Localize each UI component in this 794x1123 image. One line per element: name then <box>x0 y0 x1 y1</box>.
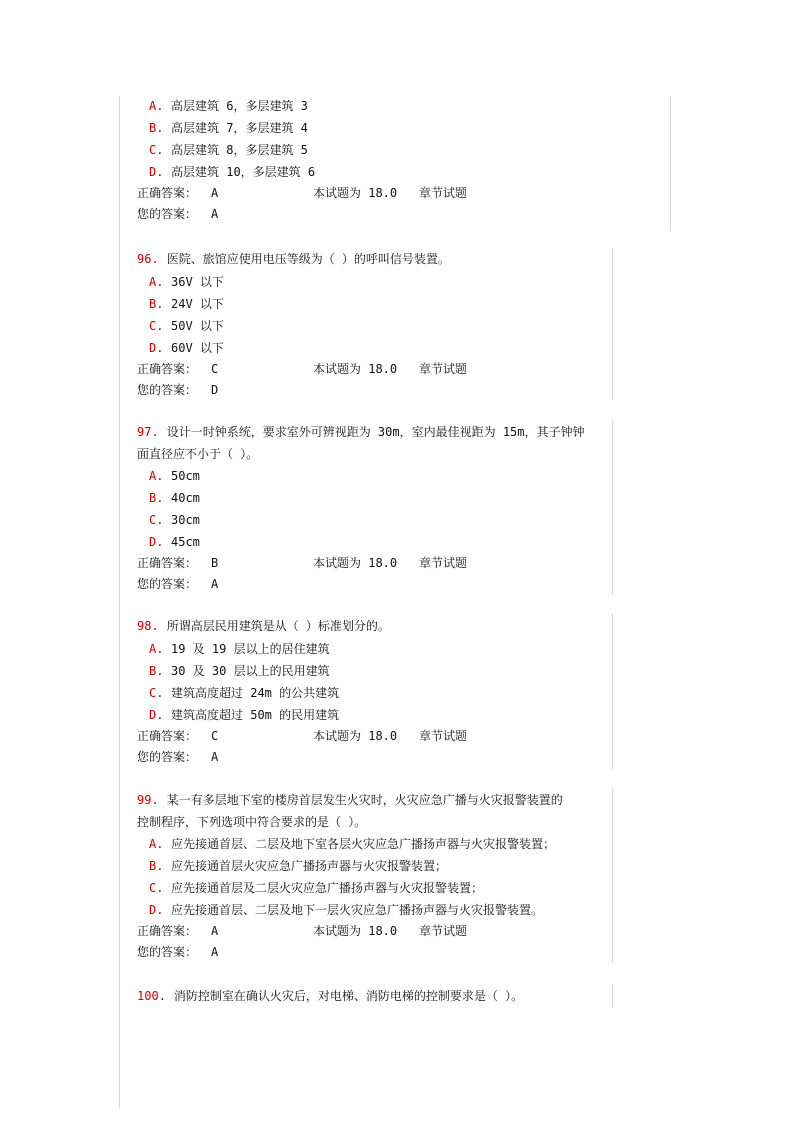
option: C. 30cm <box>149 513 200 527</box>
option: C. 应先接通首层及二层火灾应急广播扬声器与火灾报警装置； <box>149 881 484 895</box>
question-title: 98. 所谓高层民用建筑是从（ ）标准划分的。 <box>137 619 390 633</box>
correct-answer-row: 正确答案： B 本试题为 18.0 章节试题 <box>137 556 468 570</box>
option: D. 60V 以下 <box>149 340 224 355</box>
option: A. 36V 以下 <box>149 274 224 289</box>
option: B. 高层建筑 7，多层建筑 4 <box>149 121 308 135</box>
question-99 <box>137 790 617 963</box>
correct-answer-row: 正确答案： C 本试题为 18.0 章节试题 <box>137 728 468 743</box>
your-answer-row: 您的答案： A <box>137 945 219 959</box>
question-97 <box>137 422 617 595</box>
left-border <box>119 96 120 1108</box>
right-border <box>670 96 671 231</box>
your-answer-row: 您的答案： D <box>137 382 219 397</box>
question-title: 97. 设计一时钟系统，要求室外可辨视距为 30m，室内最佳视距为 15m，其子钟钟 <box>137 425 585 439</box>
option: C. 建筑高度超过 24m 的公共建筑 <box>149 685 340 700</box>
option: A. 50cm <box>149 469 200 483</box>
correct-answer-row: 正确答案： A 本试题为 18.0 章节试题 <box>137 924 468 938</box>
option: D. 建筑高度超过 50m 的民用建筑 <box>149 707 340 722</box>
question-title: 99. 某一有多层地下室的楼房首层发生火灾时，火灾应急广播与火灾报警装置的 <box>137 793 563 807</box>
question-title: 100. 消防控制室在确认火灾后，对电梯、消防电梯的控制要求是（ ）。 <box>137 989 524 1003</box>
question-100 <box>137 986 617 1008</box>
option: A. 应先接通首层、二层及地下室各层火灾应急广播扬声器与火灾报警装置； <box>149 837 556 851</box>
correct-answer-row: 正确答案： A 本试题为 18.0 章节试题 <box>137 186 468 200</box>
option: C. 50V 以下 <box>149 318 224 333</box>
your-answer-row: 您的答案： A <box>137 749 219 764</box>
option: C. 高层建筑 8，多层建筑 5 <box>149 143 308 157</box>
question-title-continued: 面直径应不小于（ ）。 <box>137 446 259 461</box>
question-96 <box>137 249 617 401</box>
your-answer-row: 您的答案： A <box>137 207 219 221</box>
your-answer-row: 您的答案： A <box>137 577 219 591</box>
option: B. 30 及 30 层以上的民用建筑 <box>149 663 330 678</box>
correct-answer-row: 正确答案： C 本试题为 18.0 章节试题 <box>137 361 468 376</box>
option: D. 应先接通首层、二层及地下一层火灾应急广播扬声器与火灾报警装置。 <box>149 903 544 917</box>
option: D. 高层建筑 10，多层建筑 6 <box>149 165 316 179</box>
option: D. 45cm <box>149 535 200 549</box>
option: B. 应先接通首层火灾应急广播扬声器与火灾报警装置； <box>149 859 448 873</box>
option: B. 24V 以下 <box>149 296 224 311</box>
option: B. 40cm <box>149 491 200 505</box>
question-95 <box>137 95 617 225</box>
question-98 <box>137 616 617 768</box>
question-title: 96. 医院、旅馆应使用电压等级为（ ）的呼叫信号装置。 <box>137 252 450 266</box>
option: A. 高层建筑 6，多层建筑 3 <box>149 99 308 113</box>
question-title-continued: 控制程序，下列选项中符合要求的是（ ）。 <box>137 814 367 829</box>
option: A. 19 及 19 层以上的居住建筑 <box>149 641 330 656</box>
